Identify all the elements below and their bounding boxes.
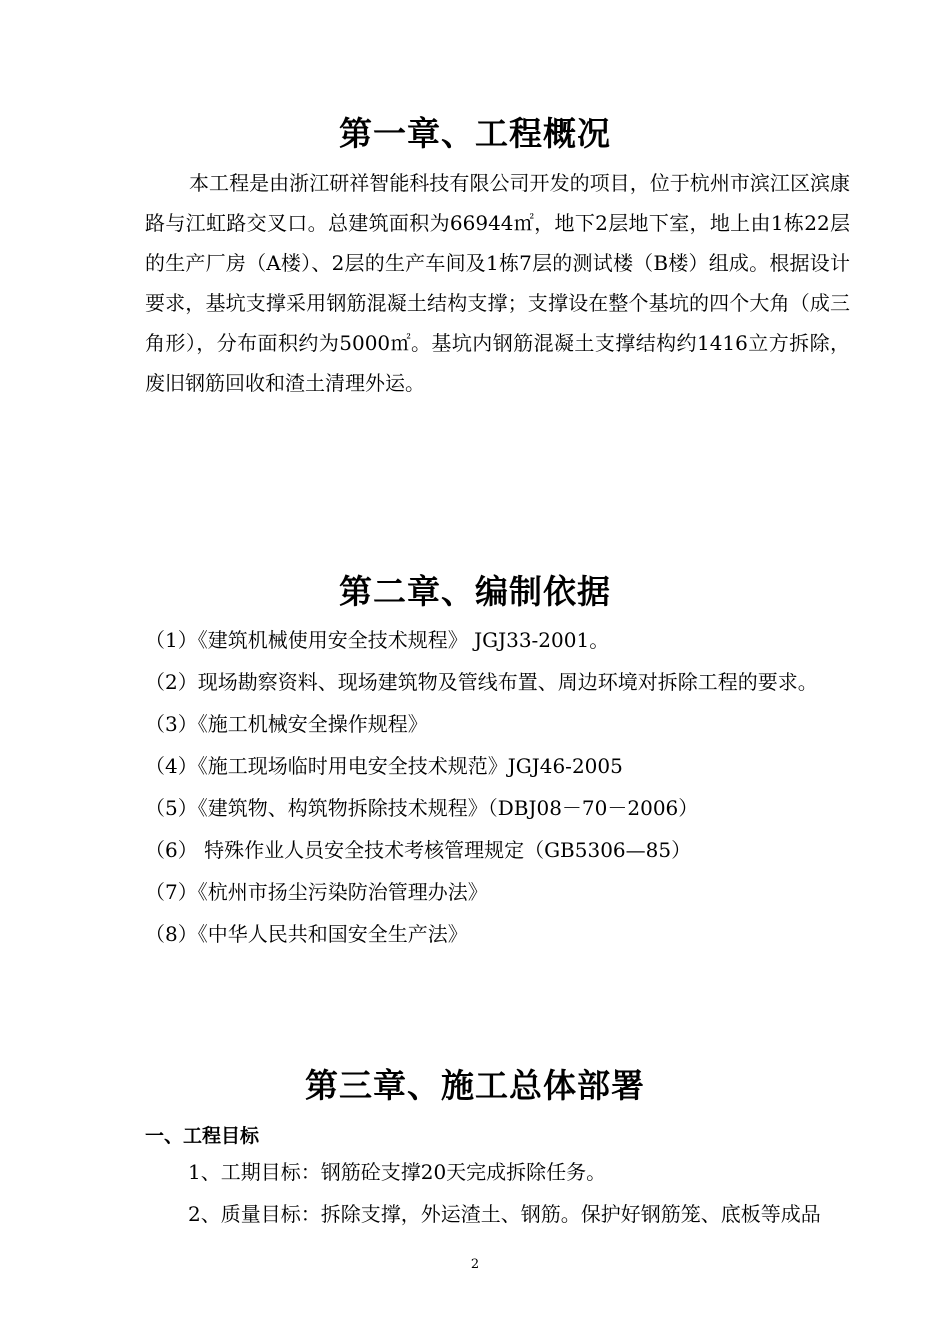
reference-item: （2）现场勘察资料、现场建筑物及管线布置、周边环境对拆除工程的要求。 bbox=[145, 670, 818, 694]
reference-item: （8）《中华人民共和国安全生产法》 bbox=[145, 922, 468, 946]
reference-item: （7）《杭州市扬尘污染防治管理办法》 bbox=[145, 880, 488, 904]
reference-item: （1）《建筑机械使用安全技术规程》 JGJ33-2001。 bbox=[145, 628, 610, 652]
chapter-1-title: 第一章、工程概况 bbox=[339, 114, 611, 153]
section-heading: 一、工程目标 bbox=[145, 1125, 260, 1147]
goal-item: 2、质量目标：拆除支撑，外运渣土、钢筋。保护好钢筋笼、底板等成品 bbox=[188, 1202, 821, 1226]
page-number: 2 bbox=[470, 1257, 480, 1272]
reference-item: （6） 特殊作业人员安全技术考核管理规定（GB5306—85） bbox=[145, 838, 692, 862]
chapter-1-paragraph-text: 本工程是由浙江研祥智能科技有限公司开发的项目，位于杭州市滨江区滨康路与江虹路交叉口。总建筑面积为66944㎡，地下2层地下室，地上由1栋22层的生产厂房（A楼）、2层的生产车间及1栋7层的测试楼（B楼）组成。根据设计要求，基坑支撑采用钢筋混凝土结构支撑；支撑设在整个基坑的四个大角（成三角形），分布面积约为5000㎡。基坑内钢筋混凝土支撑结构约1416立方拆除，废旧钢筋回收和渣土清理外运。 bbox=[145, 171, 850, 395]
chapter-2-title: 第二章、编制依据 bbox=[339, 572, 611, 611]
reference-item: （5）《建筑物、构筑物拆除技术规程》（DBJ08－70－2006） bbox=[145, 796, 699, 820]
chapter-3-title: 第三章、施工总体部署 bbox=[305, 1066, 645, 1105]
goal-item: 1、工期目标：钢筋砼支撑20天完成拆除任务。 bbox=[188, 1160, 607, 1184]
reference-item: （4）《施工现场临时用电安全技术规范》JGJ46-2005 bbox=[145, 754, 623, 778]
chapter-1-paragraph bbox=[145, 163, 850, 403]
reference-item: （3）《施工机械安全操作规程》 bbox=[145, 712, 428, 736]
